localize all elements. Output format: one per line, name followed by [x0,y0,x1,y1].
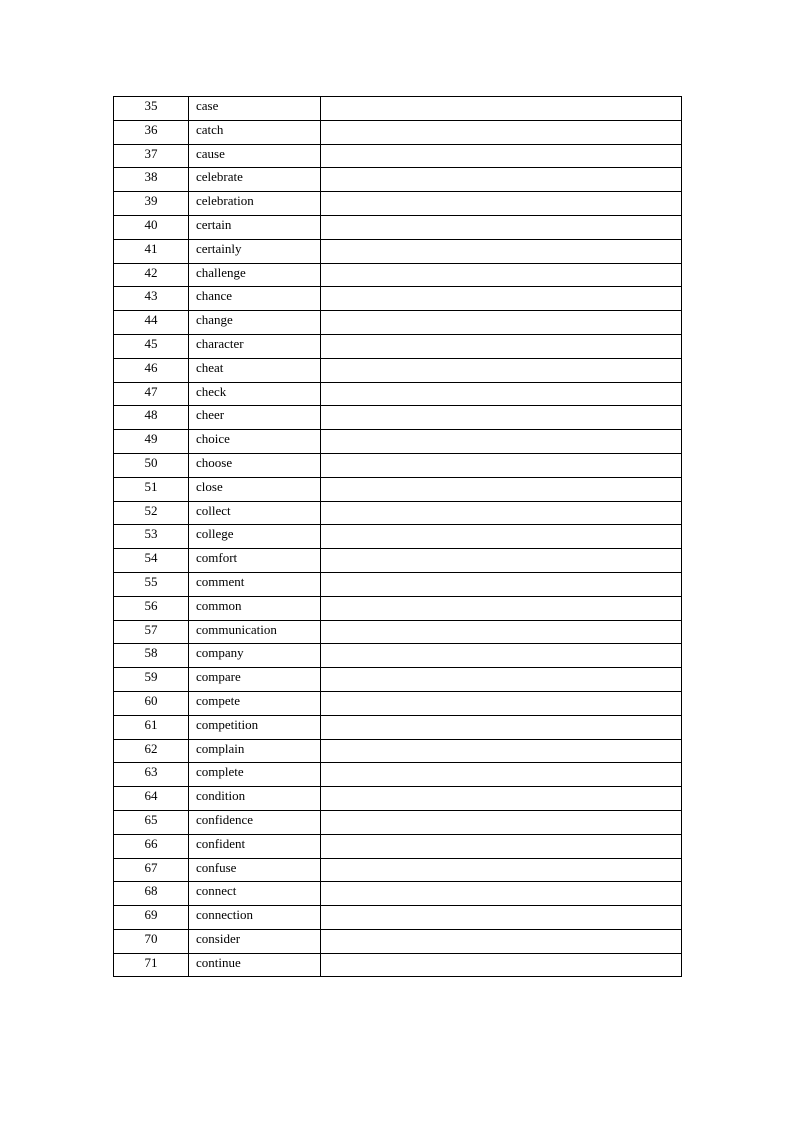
vocabulary-word: cause [189,144,321,168]
vocabulary-word: continue [189,953,321,977]
vocabulary-word: comment [189,572,321,596]
row-number: 57 [114,620,189,644]
vocabulary-word: competition [189,715,321,739]
table-row [114,263,682,287]
row-number: 60 [114,691,189,715]
row-number: 68 [114,882,189,906]
vocabulary-word: complete [189,763,321,787]
answer-cell [321,382,682,406]
vocabulary-word: choose [189,453,321,477]
row-number: 61 [114,715,189,739]
table-row [114,882,682,906]
answer-cell [321,406,682,430]
vocabulary-word: compare [189,668,321,692]
table-row [114,192,682,216]
table-row [114,739,682,763]
table-row [114,668,682,692]
vocabulary-word: close [189,477,321,501]
vocabulary-word: college [189,525,321,549]
answer-cell [321,787,682,811]
table-row [114,596,682,620]
vocabulary-word: connection [189,906,321,930]
table-row [114,168,682,192]
row-number: 52 [114,501,189,525]
row-number: 44 [114,311,189,335]
vocabulary-word: cheat [189,358,321,382]
vocabulary-word: confident [189,834,321,858]
answer-cell [321,263,682,287]
vocabulary-word: case [189,97,321,121]
answer-cell [321,763,682,787]
table-row [114,501,682,525]
row-number: 45 [114,334,189,358]
table-row [114,311,682,335]
answer-cell [321,668,682,692]
vocabulary-word: check [189,382,321,406]
row-number: 43 [114,287,189,311]
row-number: 65 [114,810,189,834]
vocabulary-word: complain [189,739,321,763]
vocabulary-table [113,96,682,977]
row-number: 48 [114,406,189,430]
vocabulary-word: certainly [189,239,321,263]
answer-cell [321,453,682,477]
answer-cell [321,953,682,977]
answer-cell [321,572,682,596]
row-number: 37 [114,144,189,168]
table-row [114,787,682,811]
answer-cell [321,691,682,715]
row-number: 38 [114,168,189,192]
row-number: 39 [114,192,189,216]
answer-cell [321,906,682,930]
answer-cell [321,810,682,834]
answer-cell [321,120,682,144]
row-number: 36 [114,120,189,144]
vocabulary-word: common [189,596,321,620]
vocabulary-word: connect [189,882,321,906]
row-number: 46 [114,358,189,382]
row-number: 41 [114,239,189,263]
vocabulary-word: communication [189,620,321,644]
row-number: 63 [114,763,189,787]
table-row [114,929,682,953]
answer-cell [321,192,682,216]
table-row [114,525,682,549]
answer-cell [321,358,682,382]
table-row [114,358,682,382]
vocabulary-word: character [189,334,321,358]
table-row [114,858,682,882]
vocabulary-table-body [114,97,682,977]
row-number: 56 [114,596,189,620]
row-number: 59 [114,668,189,692]
answer-cell [321,239,682,263]
answer-cell [321,168,682,192]
answer-cell [321,549,682,573]
row-number: 49 [114,430,189,454]
vocabulary-word: chance [189,287,321,311]
table-row [114,120,682,144]
answer-cell [321,525,682,549]
table-row [114,287,682,311]
table-row [114,334,682,358]
vocabulary-word: celebrate [189,168,321,192]
row-number: 47 [114,382,189,406]
table-row [114,97,682,121]
table-row [114,763,682,787]
row-number: 64 [114,787,189,811]
vocabulary-word: cheer [189,406,321,430]
row-number: 50 [114,453,189,477]
answer-cell [321,834,682,858]
answer-cell [321,644,682,668]
table-row [114,572,682,596]
row-number: 55 [114,572,189,596]
table-row [114,715,682,739]
vocabulary-word: confuse [189,858,321,882]
table-row [114,382,682,406]
table-row [114,477,682,501]
vocabulary-word: comfort [189,549,321,573]
answer-cell [321,739,682,763]
vocabulary-word: company [189,644,321,668]
answer-cell [321,929,682,953]
answer-cell [321,858,682,882]
answer-cell [321,620,682,644]
table-row [114,906,682,930]
answer-cell [321,882,682,906]
vocabulary-word: change [189,311,321,335]
answer-cell [321,715,682,739]
row-number: 69 [114,906,189,930]
table-row [114,215,682,239]
row-number: 58 [114,644,189,668]
row-number: 71 [114,953,189,977]
table-row [114,453,682,477]
answer-cell [321,287,682,311]
vocabulary-word: consider [189,929,321,953]
row-number: 35 [114,97,189,121]
table-row [114,430,682,454]
vocabulary-word: challenge [189,263,321,287]
vocabulary-word: condition [189,787,321,811]
row-number: 62 [114,739,189,763]
row-number: 53 [114,525,189,549]
answer-cell [321,97,682,121]
table-row [114,239,682,263]
table-row [114,144,682,168]
row-number: 40 [114,215,189,239]
answer-cell [321,430,682,454]
table-row [114,549,682,573]
table-row [114,620,682,644]
table-row [114,406,682,430]
vocabulary-word: collect [189,501,321,525]
vocabulary-word: compete [189,691,321,715]
answer-cell [321,144,682,168]
row-number: 51 [114,477,189,501]
table-row [114,834,682,858]
table-row [114,810,682,834]
answer-cell [321,596,682,620]
answer-cell [321,311,682,335]
row-number: 67 [114,858,189,882]
row-number: 70 [114,929,189,953]
vocabulary-word: certain [189,215,321,239]
answer-cell [321,215,682,239]
vocabulary-word: choice [189,430,321,454]
table-row [114,953,682,977]
vocabulary-word: confidence [189,810,321,834]
table-row [114,691,682,715]
vocabulary-word: celebration [189,192,321,216]
answer-cell [321,477,682,501]
table-row [114,644,682,668]
row-number: 42 [114,263,189,287]
answer-cell [321,501,682,525]
vocabulary-word: catch [189,120,321,144]
row-number: 54 [114,549,189,573]
answer-cell [321,334,682,358]
row-number: 66 [114,834,189,858]
